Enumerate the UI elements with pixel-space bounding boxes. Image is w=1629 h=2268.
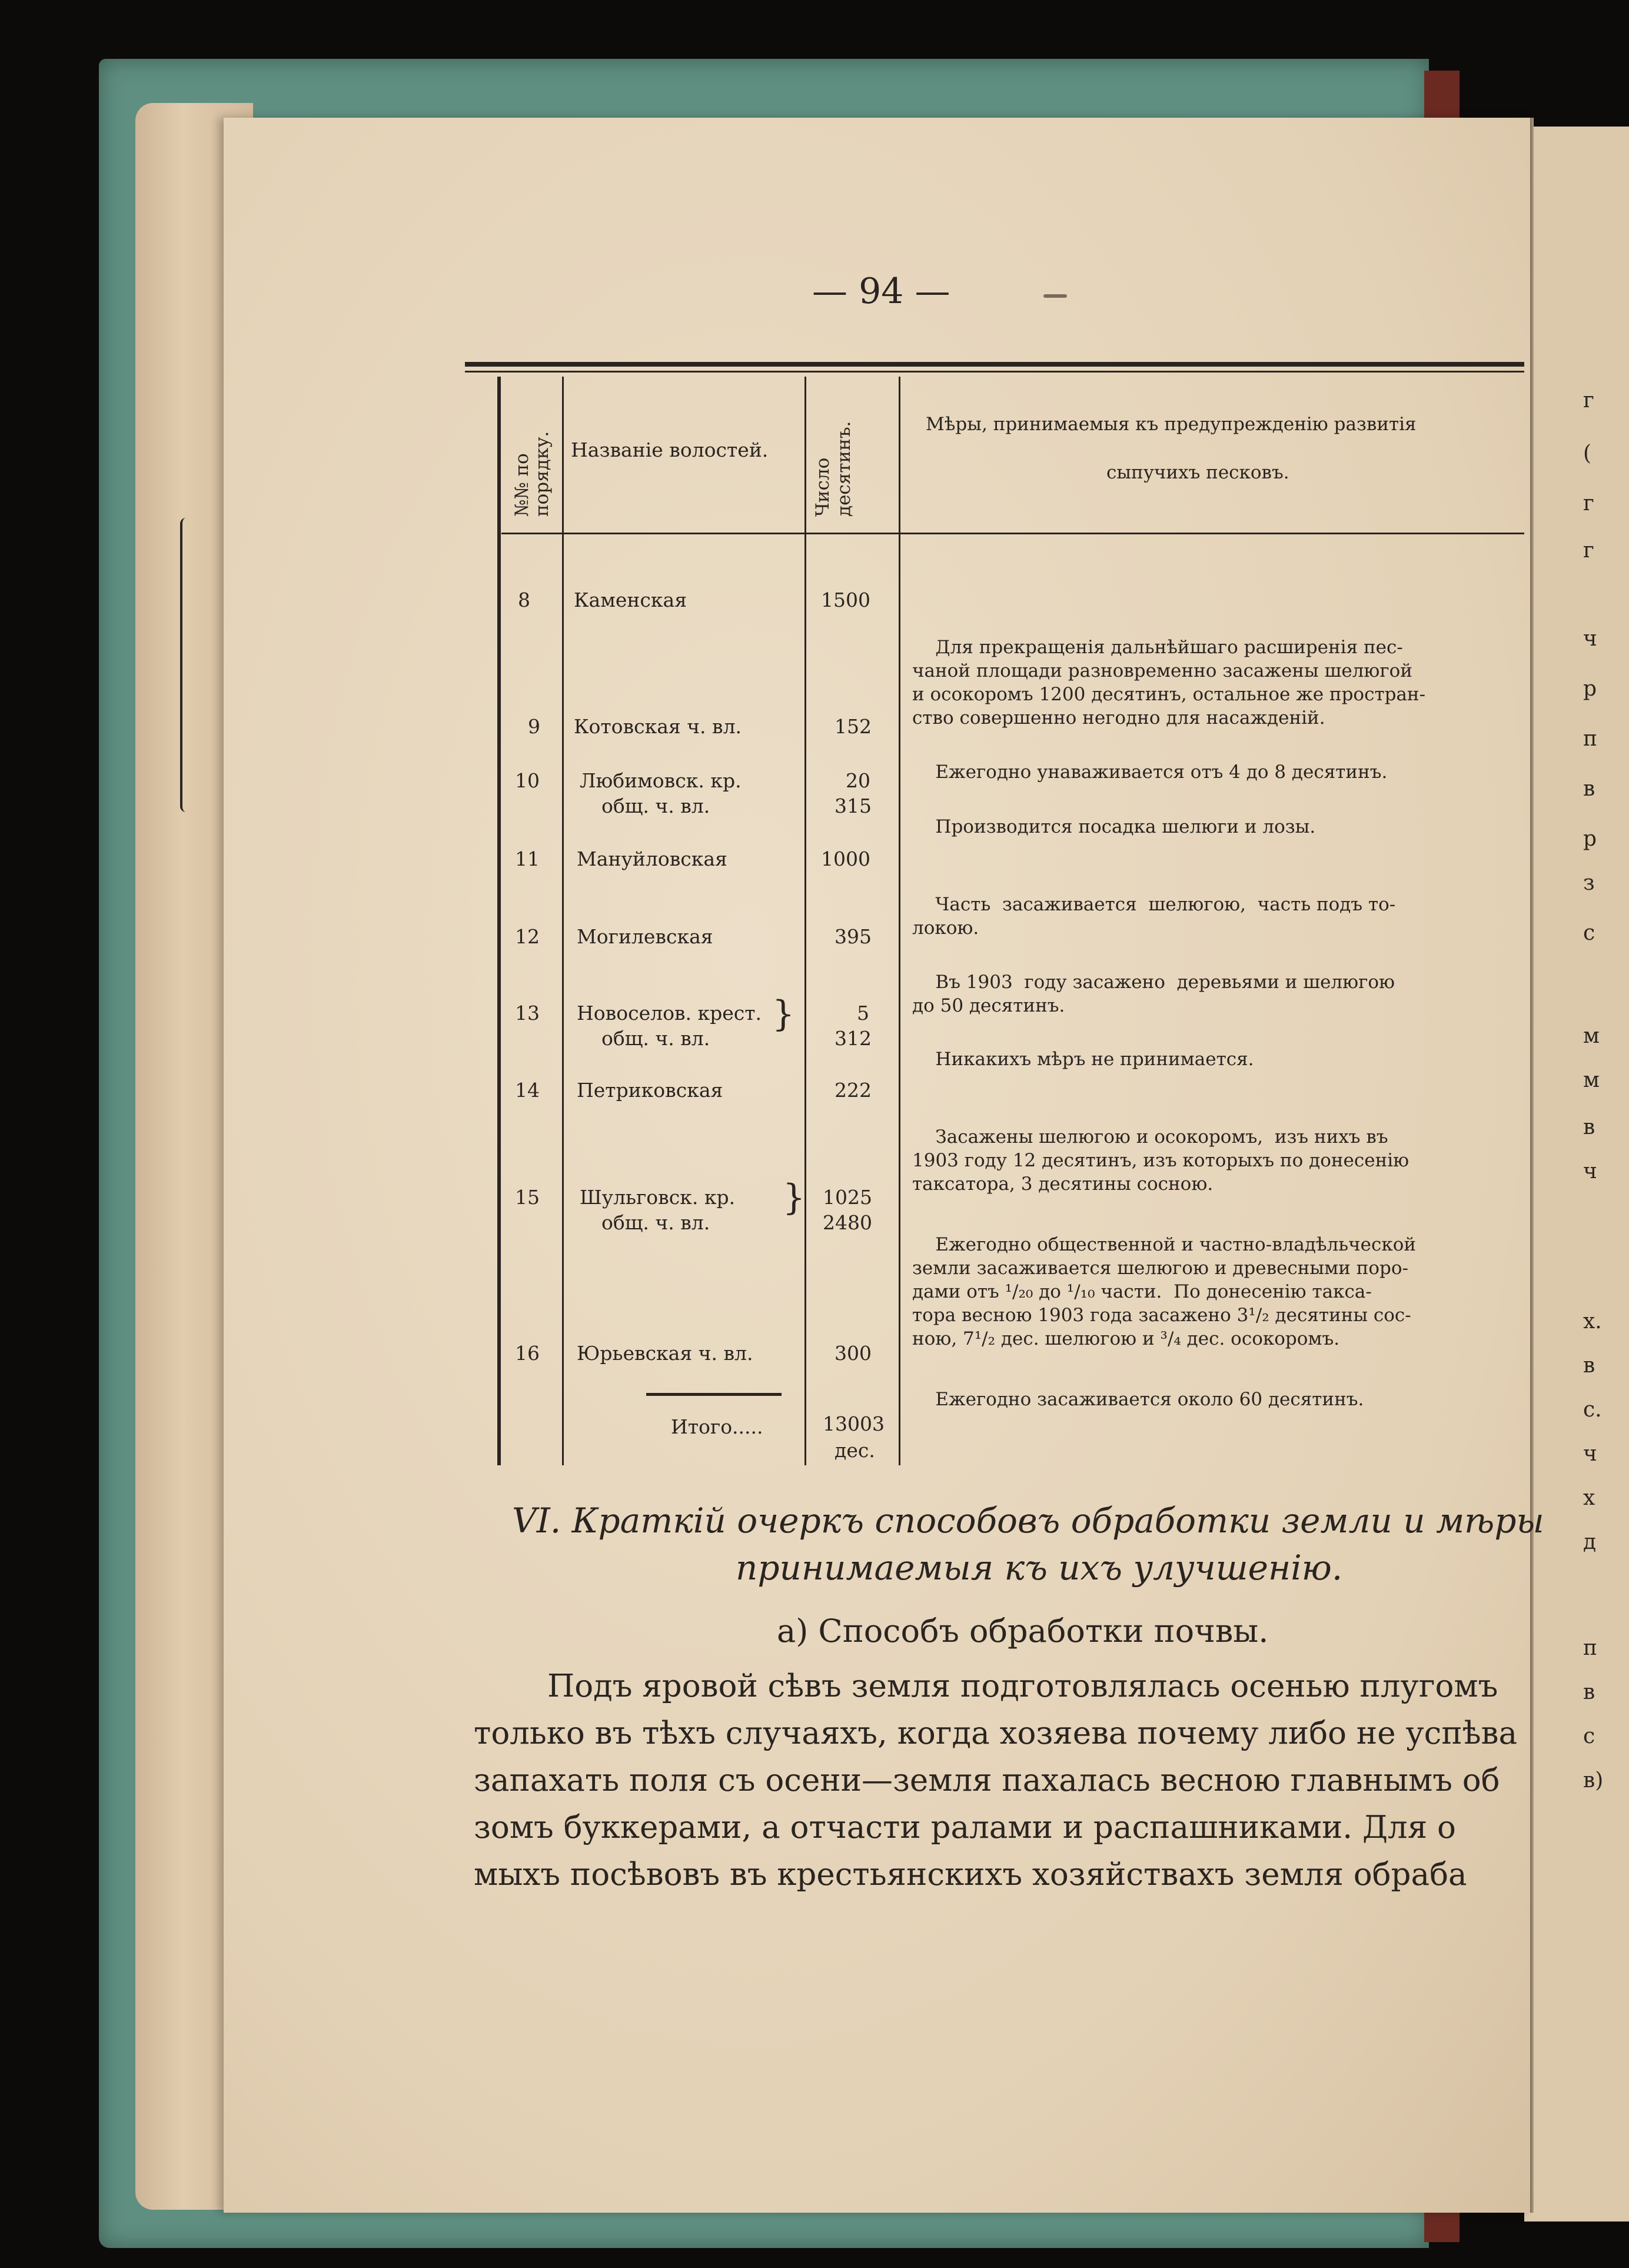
row-measures: Ежегодно общественной и частно-владѣльческой земли засаживается шелюгою и древесными поро- дами отъ ¹/₂₀ до ¹/₁₀ части. По донесенію такса- тора весною 1903 года засажено 3¹/₂ десятины сос- ною, 7¹/₂ дес. шелюгою и ³/₄ дес. осокоромъ. bbox=[912, 1234, 1417, 1349]
col-rule-3 bbox=[899, 377, 900, 1465]
letter-fragment: п bbox=[1583, 727, 1597, 751]
total-rule bbox=[646, 1393, 782, 1396]
row-area: 5 bbox=[857, 1002, 869, 1025]
brace-symbol: } bbox=[772, 993, 795, 1035]
letter-fragment: п bbox=[1583, 1636, 1597, 1660]
letter-fragment: в bbox=[1583, 1680, 1595, 1704]
row-name: Котовская ч. вл. bbox=[574, 715, 742, 738]
row-name-cont: общ. ч. вл. bbox=[601, 1027, 710, 1050]
letter-fragment: в bbox=[1583, 777, 1595, 801]
row-measures: Никакихъ мѣръ не принимается. bbox=[912, 1049, 1254, 1070]
letter-fragment: з bbox=[1583, 871, 1595, 895]
row-area: 152 bbox=[835, 715, 872, 738]
header-area: Число десятинъ. bbox=[812, 421, 855, 517]
letter-fragment: ч bbox=[1583, 1442, 1597, 1466]
row-name: Любимовск. кр. bbox=[580, 769, 742, 792]
section-heading: VI. Краткій очеркъ способовъ обработки земли и мѣры bbox=[512, 1501, 1544, 1541]
body-text-line: Подъ яровой сѣвъ земля подготовлялась осенью плугомъ bbox=[547, 1668, 1498, 1704]
row-no: 15 bbox=[515, 1186, 540, 1209]
letter-fragment: ч bbox=[1583, 1159, 1597, 1183]
row-measures: Производится посадка шелюги и лозы. bbox=[912, 816, 1316, 837]
row-measures: Часть засаживается шелюгою, часть подъ то- локою. bbox=[912, 894, 1396, 939]
table-top-rule-thin bbox=[465, 371, 1524, 373]
header-measures-line1: Мѣры, принимаемыя къ предупрежденію развитія bbox=[926, 414, 1417, 435]
letter-fragment: м bbox=[1583, 1024, 1600, 1048]
row-area: 1000 bbox=[821, 847, 870, 870]
body-text-line: зомъ буккерами, а отчасти ралами и распашниками. Для о bbox=[474, 1810, 1456, 1845]
row-measures: Для прекращенія дальнѣйшаго расширенія пес- чаной площади разновременно засажены шелюгой и осокоромъ 1200 десятинъ, остальное же простран- ство совершенно негодно для насажденій. bbox=[912, 637, 1426, 729]
table-header-rule bbox=[501, 533, 1524, 534]
letter-fragment: с bbox=[1583, 921, 1595, 945]
row-no: 8 bbox=[518, 588, 530, 611]
letter-fragment: в bbox=[1583, 1354, 1595, 1378]
total-label: Итого..... bbox=[671, 1415, 763, 1438]
row-measures: Ежегодно унаваживается отъ 4 до 8 десятинъ. bbox=[912, 761, 1388, 783]
page-number: — 94 — bbox=[812, 271, 950, 312]
row-name: Шульговск. кр. bbox=[580, 1186, 736, 1209]
letter-fragment: х bbox=[1583, 1486, 1595, 1510]
row-name: Петриковская bbox=[577, 1079, 723, 1102]
row-name: Каменская bbox=[574, 588, 687, 611]
row-no: 11 bbox=[515, 847, 540, 870]
letter-fragment: с bbox=[1583, 1724, 1595, 1748]
row-measures: Въ 1903 году засажено деревьями и шелюгою до 50 десятинъ. bbox=[912, 972, 1395, 1016]
letter-fragment: ( bbox=[1583, 441, 1592, 465]
letter-fragment: г bbox=[1583, 538, 1594, 563]
body-text-line: запахать поля съ осени—земля пахалась весною главнымъ об bbox=[474, 1762, 1500, 1798]
row-area: 20 bbox=[846, 769, 870, 792]
letter-fragment: х. bbox=[1583, 1309, 1602, 1333]
row-area: 222 bbox=[835, 1079, 872, 1102]
letter-fragment: д bbox=[1583, 1530, 1597, 1554]
header-no: №№ по порядку. bbox=[511, 431, 553, 517]
row-no: 16 bbox=[515, 1342, 540, 1365]
body-text-line: мыхъ посѣвовъ въ крестьянскихъ хозяйствахъ земля обраба bbox=[474, 1857, 1467, 1893]
letter-fragment: г bbox=[1583, 388, 1594, 413]
row-name-cont: общ. ч. вл. bbox=[601, 794, 710, 817]
row-no: 14 bbox=[515, 1079, 540, 1102]
row-area-cont: 312 bbox=[835, 1027, 872, 1050]
letter-fragment: в) bbox=[1583, 1768, 1604, 1793]
brace-symbol: } bbox=[783, 1177, 806, 1218]
section-heading-cont: принимаемыя къ ихъ улучшенію. bbox=[736, 1548, 1343, 1588]
letter-fragment: м bbox=[1583, 1068, 1600, 1092]
total-unit: дес. bbox=[835, 1439, 875, 1462]
total-value: 13003 bbox=[823, 1412, 885, 1435]
letter-fragment: г bbox=[1583, 491, 1594, 516]
row-name-cont: общ. ч. вл. bbox=[601, 1211, 710, 1234]
row-area: 395 bbox=[835, 925, 872, 948]
col-rule-2 bbox=[804, 377, 806, 1465]
body-text-line: только въ тѣхъ случаяхъ, когда хозяева почему либо не успѣва bbox=[474, 1715, 1518, 1751]
row-area: 1025 bbox=[823, 1186, 872, 1209]
binding-thread bbox=[180, 518, 193, 812]
row-name: Юрьевская ч. вл. bbox=[577, 1342, 753, 1365]
subheading: а) Способъ обработки почвы. bbox=[777, 1612, 1269, 1650]
row-area-cont: 2480 bbox=[823, 1211, 872, 1234]
table-top-rule bbox=[465, 362, 1524, 367]
row-name: Могилевская bbox=[577, 925, 713, 948]
letter-fragment: в bbox=[1583, 1115, 1595, 1139]
row-area-cont: 315 bbox=[835, 794, 872, 817]
row-area: 300 bbox=[835, 1342, 872, 1365]
row-no: 13 bbox=[515, 1002, 540, 1025]
row-no: 12 bbox=[515, 925, 540, 948]
col-rule-1 bbox=[562, 377, 564, 1465]
letter-fragment: с. bbox=[1583, 1398, 1602, 1422]
letter-fragment: р bbox=[1583, 827, 1597, 851]
row-measures: Засажены шелюгою и осокоромъ, изъ нихъ въ 1903 году 12 десятинъ, изъ которыхъ по донесенію таксатора, 3 десятины сосною. bbox=[912, 1126, 1409, 1195]
row-name: Новоселов. крест. bbox=[577, 1002, 762, 1025]
facing-page bbox=[1524, 127, 1629, 2222]
table-left-rule bbox=[497, 377, 501, 1465]
header-measures-line2: сыпучихъ песковъ. bbox=[1106, 462, 1289, 483]
row-measures: Ежегодно засаживается около 60 десятинъ. bbox=[912, 1389, 1364, 1410]
row-name: Мануйловская bbox=[577, 847, 727, 870]
row-no: 10 bbox=[515, 769, 540, 792]
letter-fragment: ч bbox=[1583, 627, 1597, 651]
header-name: Названіе волостей. bbox=[571, 438, 769, 461]
letter-fragment: р bbox=[1583, 677, 1597, 701]
row-area: 1500 bbox=[821, 588, 870, 611]
row-no: 9 bbox=[528, 715, 540, 738]
